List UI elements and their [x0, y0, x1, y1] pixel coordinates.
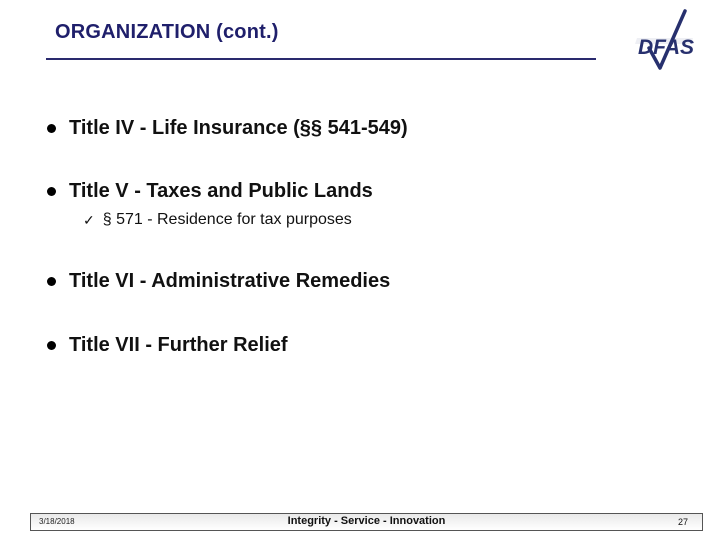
bullet-text: Title IV - Life Insurance (§§ 541-549) — [69, 117, 408, 139]
logo-text: DFAS — [638, 36, 695, 59]
bullet-dot-icon — [47, 341, 56, 350]
bullet-item — [47, 117, 408, 140]
footer-motto: Integrity - Service - Innovation — [287, 515, 446, 527]
bullet-text: Title VII - Further Relief — [69, 334, 288, 356]
sub-bullet-text: § 571 - Residence for tax purposes — [102, 211, 352, 228]
bullet-dot-icon — [47, 187, 56, 196]
bullet-dot-icon — [47, 124, 56, 133]
bullet-item — [47, 270, 390, 293]
page-number: 27 — [677, 517, 688, 527]
sub-bullet-item — [83, 211, 352, 229]
checkmark-icon: ✓ — [83, 211, 95, 228]
bullet-item — [47, 334, 288, 357]
bullet-dot-icon — [47, 277, 56, 286]
footer-date: 3/18/2018 — [39, 517, 75, 526]
slide-title: ORGANIZATION (cont.) — [55, 21, 279, 43]
bullet-text: Title VI - Administrative Remedies — [69, 270, 391, 292]
slide-footer — [30, 513, 703, 531]
bullet-text: Title V - Taxes and Public Lands — [69, 180, 373, 202]
bullet-item — [47, 180, 373, 203]
